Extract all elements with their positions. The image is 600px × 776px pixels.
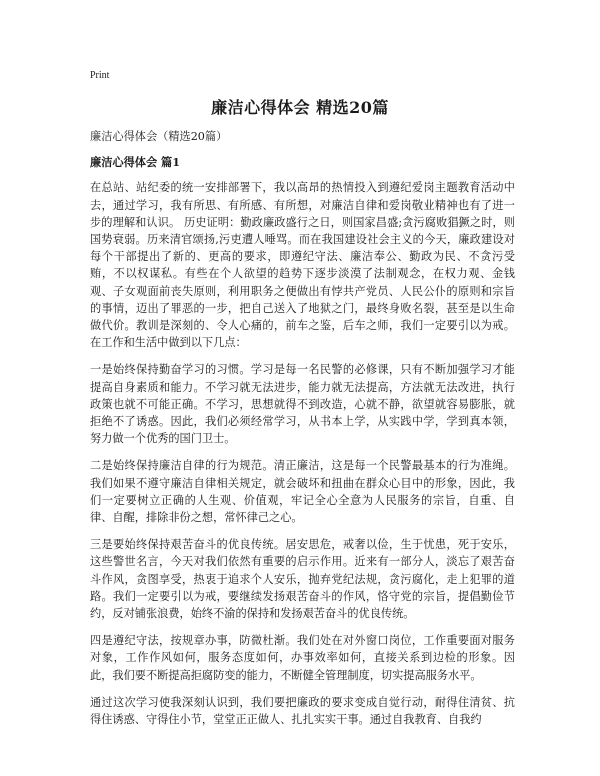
document-title: 廉洁心得体会 精选20篇 (211, 98, 389, 117)
document-subtitle: 廉洁心得体会（精选20篇） (90, 130, 228, 143)
print-link[interactable]: Print (90, 70, 110, 81)
paragraph-point-2: 二是始终保持廉洁自律的行为规范。清正廉洁，这是每一个民警最基本的行为准绳。我们如果不遵守廉洁自律相关规定，就会破坏和扭曲在群众心目中的形象，因此，我们一定要树立正确的人生观、价值观，牢记全心全意为人民服务的宗旨，自重、自律、自醒，排除非份之想，常怀律己之心。 (90, 459, 515, 525)
section-heading: 廉洁心得体会 篇1 (90, 155, 180, 170)
paragraph-point-3: 三是要始终保持艰苦奋斗的优良传统。居安思危，戒奢以俭，生于忧患，死于安乐，这些警世名言，今天对我们依然有重要的启示作用。近来有一部分人，淡忘了艰苦奋斗作风，贪图享受，热衷于追求个人安乐，抛弃党纪法规，贪污腐化，走上犯罪的道路。我们一定要引以为戒，要继续发扬艰苦奋斗的作风，恪守党的宗旨，提倡勤俭节约，反对铺张浪费，始终不渝的保持和发扬艰苦奋斗的优良传统。 (90, 538, 515, 621)
paragraph-intro: 在总站、站纪委的统一安排部署下，我以高昂的热情投入到遵纪爱岗主题教育活动中去，通过学习，我有所思、有所感、有所想，对廉洁自律和爱岗敬业精神也有了进一步的理解和认识。 历史证明：勤政廉政盛行之日，则国家昌盛;贪污腐败猖獗之时，则国势衰弱。历来清官颂扬,污吏遭人唾骂。而在我国建设社会主义的今天，廉政建设对每个干部提出了新的、更高的要求，即遵纪守法、廉洁奉公、勤政为民、不贪污受贿，不以权谋私。有些在个人欲望的趋势下逐步淡漠了法制观念，在权力观、金钱观、子女观面前丧失原则，利用职务之便做出有悖共产党员、人民公仆的原则和宗旨的事情，迈出了罪恶的一步，把自己送入了地狱之门，最终身败名裂，甚至是以生命做代价。教训是深刻的、令人心痛的，前车之鉴，后车之师，我们一定要引以为戒。在工作和生活中做到以下几点： (90, 181, 515, 350)
document-body (90, 128, 515, 738)
paragraph-point-1: 一是始终保持勤奋学习的习惯。学习是每一名民警的必修课，只有不断加强学习才能提高自身素质和能力。不学习就无法进步，能力就无法提高，方法就无法改进，执行政策也就不可能正确。不学习，思想就得不到改造，心就不静，欲望就容易膨胀，就拒绝不了诱惑。因此，我们必须经常学习，从书本上学，从实践中学，学到真本领，努力做一个优秀的国门卫士。 (90, 363, 515, 446)
paragraph-conclusion: 通过这次学习使我深刻认识到，我们要把廉政的要求变成自觉行动，耐得住清贫、抗得住诱惑、守得住小节，堂堂正正做人、扎扎实实干事。通过自我教育、自我约 (90, 695, 515, 727)
paragraph-point-4: 四是遵纪守法，按规章办事，防微杜渐。我们处在对外窗口岗位，工作重要面对服务对象，工作作风如何，服务态度如何，办事效率如何，直接关系到边检的形象。因此，我们要不断提高拒腐防变的能力，不断健全管理制度，切实提高服务水平。 (90, 634, 515, 682)
